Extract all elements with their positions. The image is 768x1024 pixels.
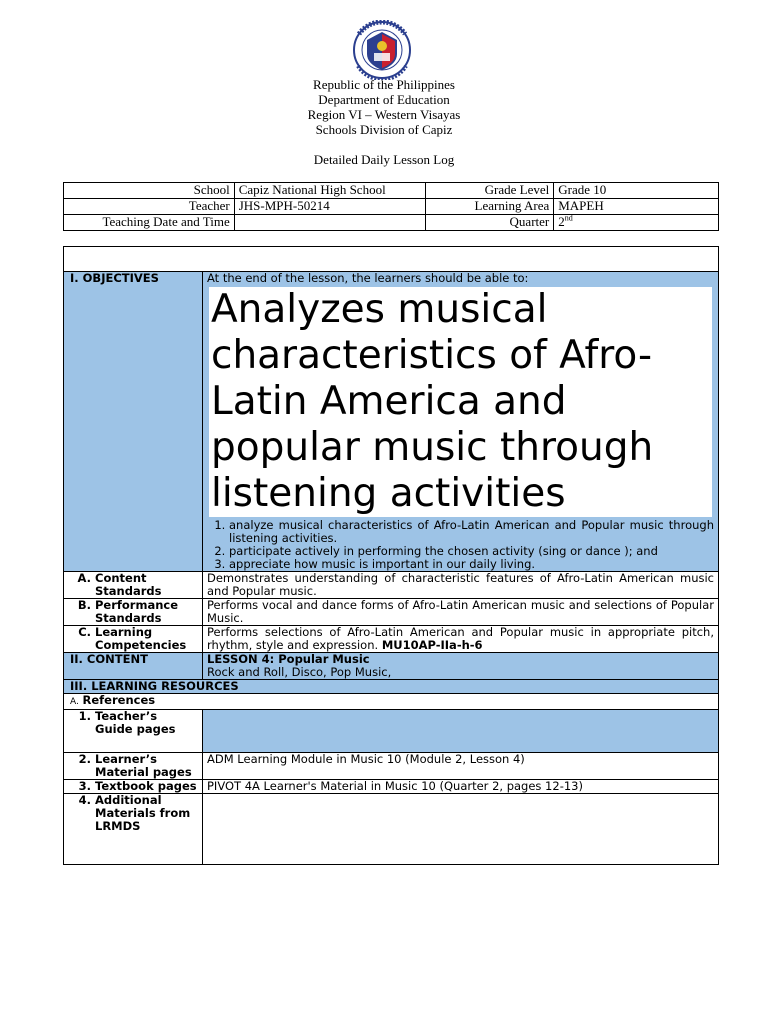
learners-material-value: ADM Learning Module in Music 10 (Module 2, Lesson 4) bbox=[203, 753, 719, 780]
objective-item: 1. analyze musical characteristics of Afro-Latin American and Popular music through listening activities. bbox=[229, 519, 714, 545]
additional-materials-label: 4. Additional Materials from LRMDS bbox=[64, 794, 203, 865]
learners-material-label: 2. Learner’s Material pages bbox=[64, 753, 203, 780]
content-standards-text: Demonstrates understanding of characteristic features of Afro-Latin American music and Popular music. bbox=[203, 572, 719, 599]
quarter-label: Quarter bbox=[426, 215, 554, 231]
references-prefix: A. bbox=[70, 697, 79, 707]
competencies-label: C. Learning Competencies bbox=[64, 626, 203, 653]
competencies-text: Performs selections of Afro-Latin American and Popular music in appropriate pitch, rhythm, style and expression. bbox=[207, 625, 714, 652]
quarter-number: 2 bbox=[558, 214, 565, 229]
teacher-label: Teacher bbox=[64, 199, 235, 215]
learning-area-label: Learning Area bbox=[426, 199, 554, 215]
objectives-cell bbox=[203, 272, 719, 572]
content-standards-label: A. Content Standards bbox=[64, 572, 203, 599]
header-line-region: Region VI – Western Visayas bbox=[307, 107, 461, 122]
deped-seal-logo bbox=[341, 20, 423, 80]
grade-level-label: Grade Level bbox=[426, 183, 554, 199]
objective-item: 2. participate actively in performing the chosen activity (sing or dance ); and bbox=[229, 545, 714, 558]
objectives-list bbox=[207, 519, 714, 571]
teachers-guide-value bbox=[203, 710, 719, 753]
school-label: School bbox=[64, 183, 235, 199]
teaching-date-label: Teaching Date and Time bbox=[64, 215, 235, 231]
document-title: Detailed Daily Lesson Log bbox=[313, 152, 455, 167]
content-label: II. CONTENT bbox=[64, 653, 203, 680]
header-line-division: Schools Division of Capiz bbox=[315, 122, 453, 137]
performance-standards-label: B. Performance Standards bbox=[64, 599, 203, 626]
performance-standards-text: Performs vocal and dance forms of Afro-Latin American music and selections of Popular Music. bbox=[203, 599, 719, 626]
lesson-plan-table bbox=[63, 246, 719, 865]
learning-area-value: MAPEH bbox=[554, 199, 719, 215]
quarter-value bbox=[554, 215, 719, 231]
textbook-label: 3. Textbook pages bbox=[64, 780, 203, 794]
header-line-department: Department of Education bbox=[318, 92, 450, 107]
references-label: References bbox=[82, 693, 156, 707]
lesson-topics: Rock and Roll, Disco, Pop Music, bbox=[207, 665, 392, 679]
grade-level-value: Grade 10 bbox=[554, 183, 719, 199]
teaching-date-value bbox=[234, 215, 426, 231]
learning-resources-label: III. LEARNING RESOURCES bbox=[64, 680, 719, 694]
objective-item: 3. appreciate how music is important in our daily living. bbox=[229, 558, 714, 571]
competencies-cell bbox=[203, 626, 719, 653]
content-cell bbox=[203, 653, 719, 680]
additional-materials-value bbox=[203, 794, 719, 865]
lesson-info-table bbox=[63, 182, 719, 231]
header-line-republic: Republic of the Philippines bbox=[313, 77, 455, 92]
teacher-value: JHS-MPH-50214 bbox=[234, 199, 426, 215]
teachers-guide-label: 1. Teacher’s Guide pages bbox=[64, 710, 203, 753]
competency-code: MU10AP-IIa-h-6 bbox=[381, 638, 483, 652]
blank-header-row bbox=[64, 247, 719, 272]
school-value: Capiz National High School bbox=[234, 183, 426, 199]
objectives-label: I. OBJECTIVES bbox=[64, 272, 203, 572]
lesson-title: LESSON 4: Popular Music bbox=[207, 652, 370, 666]
textbook-value: PIVOT 4A Learner's Material in Music 10 (Quarter 2, pages 12-13) bbox=[203, 780, 719, 794]
quarter-suffix: nd bbox=[564, 213, 573, 223]
references-row bbox=[64, 694, 719, 710]
objectives-main-statement: Analyzes musical characteristics of Afro-Latin America and popular music through listening activities bbox=[209, 287, 712, 517]
objectives-intro: At the end of the lesson, the learners should be able to: bbox=[207, 271, 529, 285]
